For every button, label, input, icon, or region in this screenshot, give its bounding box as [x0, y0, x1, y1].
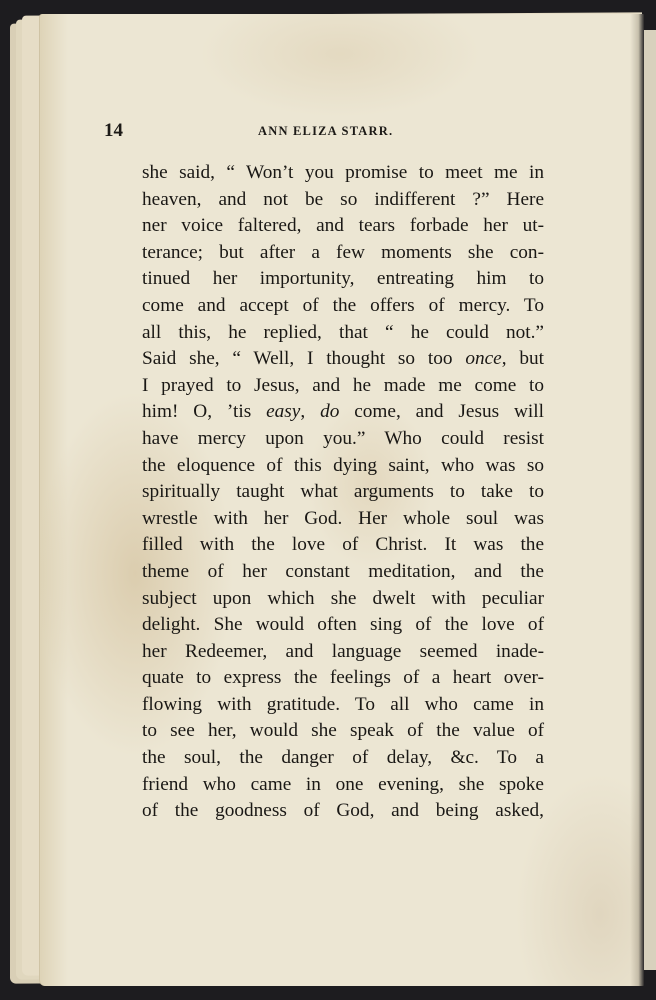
page-header — [104, 120, 440, 142]
text-run: quate to express the feelings of a heart over- — [142, 667, 544, 689]
text-line — [142, 639, 544, 666]
text-run: flowing with gratitude. To all who came in — [142, 693, 544, 715]
text-line — [142, 187, 544, 214]
page-number: 14 — [104, 120, 123, 141]
text-run: the eloquence of this dying saint, who was so — [142, 454, 544, 476]
text-line — [142, 426, 544, 453]
text-run: filled with the love of Christ. It was the — [142, 534, 544, 556]
text-run: of the goodness of God, and being asked, — [142, 800, 544, 822]
text-run: tinued her importunity, entreating him to — [142, 268, 544, 290]
text-line — [142, 293, 544, 320]
text-line — [142, 718, 544, 745]
text-line — [142, 559, 544, 586]
text-run: ner voice faltered, and tears forbade her ut- — [142, 215, 544, 237]
text-line — [142, 506, 544, 533]
text-line — [142, 772, 544, 799]
text-run: come, and Jesus will — [339, 401, 544, 423]
italic-text: easy — [266, 401, 301, 423]
text-line — [142, 586, 544, 613]
text-run: have mercy upon you.” Who could resist — [142, 427, 544, 449]
text-line — [142, 479, 544, 506]
text-run: delight. She would often sing of the love of — [142, 614, 544, 636]
text-line — [142, 373, 544, 400]
text-run: theme of her constant meditation, and the — [142, 560, 544, 582]
text-run: the soul, the danger of delay, &c. To a — [142, 747, 544, 769]
text-run: wrestle with her God. Her whole soul was — [142, 507, 544, 529]
text-line — [142, 320, 544, 347]
italic-text: do — [320, 401, 340, 423]
text-line — [142, 346, 544, 373]
text-line — [142, 266, 544, 293]
text-line — [142, 532, 544, 559]
text-run: come and accept of the offers of mercy. To — [142, 294, 544, 316]
text-run: spiritually taught what arguments to take to — [142, 481, 544, 503]
text-line — [142, 453, 544, 480]
text-run: , — [300, 401, 321, 423]
text-line — [142, 692, 544, 719]
text-run: her Redeemer, and language seemed inade- — [142, 640, 544, 662]
text-run: , but — [501, 348, 544, 370]
text-run: she said, “ Won’t you promise to meet me in — [142, 162, 544, 183]
text-line — [142, 798, 544, 825]
text-run: him! O, ’tis — [142, 401, 267, 423]
text-run: I prayed to Jesus, and he made me come to — [142, 374, 544, 396]
text-line — [142, 213, 544, 240]
text-line — [142, 745, 544, 772]
text-run: Said she, “ Well, I thought so too — [142, 348, 466, 370]
text-line — [142, 160, 544, 187]
body-text — [142, 160, 544, 825]
text-run: friend who came in one evening, she spoke — [142, 773, 544, 795]
text-line — [142, 665, 544, 692]
facing-page-edge — [644, 30, 656, 970]
text-run: terance; but after a few moments she con- — [142, 241, 544, 263]
page-gutter — [630, 14, 644, 986]
text-line — [142, 399, 544, 426]
text-run: all this, he replied, that “ he could not.” — [142, 321, 544, 343]
text-line — [142, 612, 544, 639]
text-run: subject upon which she dwelt with peculiar — [142, 587, 544, 609]
text-run: to see her, would she speak of the value of — [142, 720, 544, 742]
text-run: heaven, and not be so indifferent ?” Here — [142, 188, 544, 210]
running-title: ANN ELIZA STARR. — [258, 124, 394, 138]
italic-text: once — [465, 348, 502, 370]
text-line — [142, 240, 544, 267]
